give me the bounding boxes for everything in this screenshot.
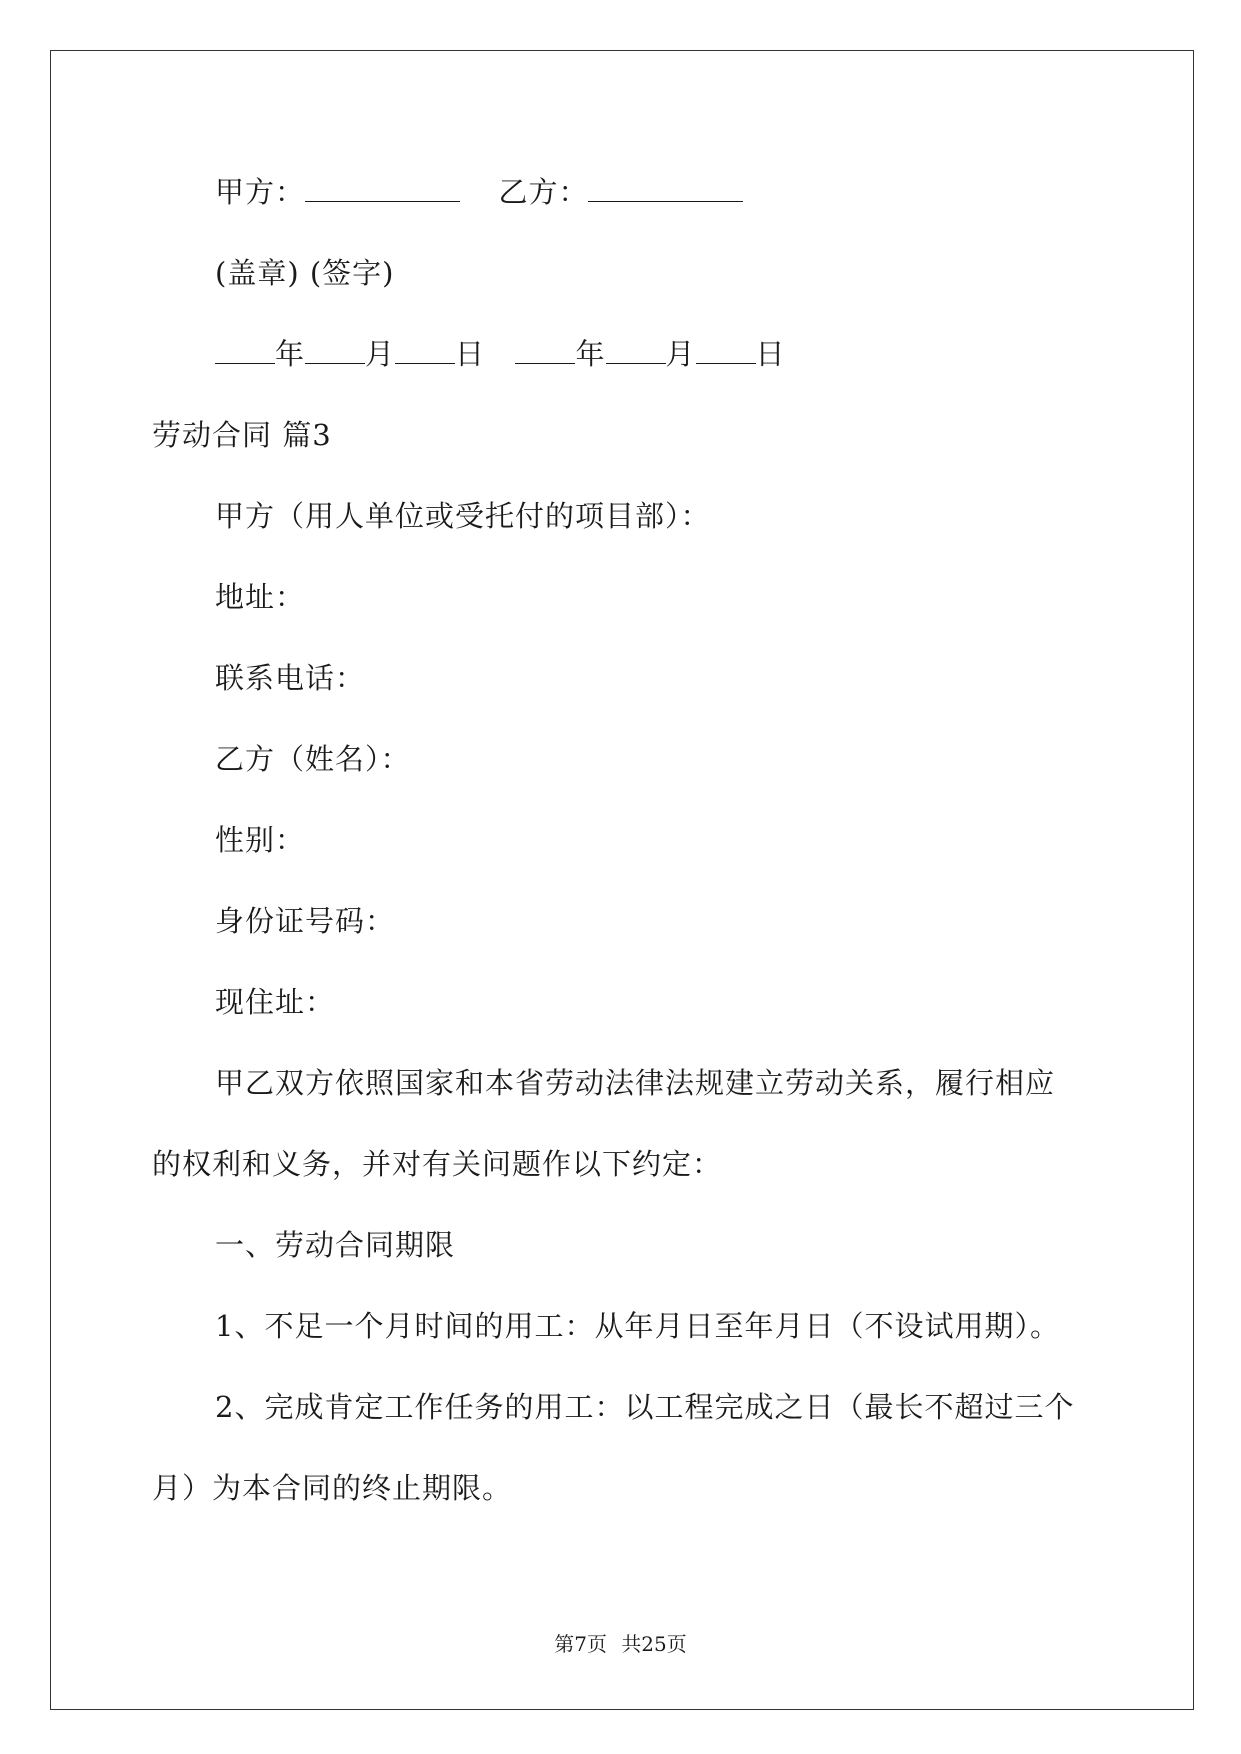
total-pages: 共25页 (621, 1632, 687, 1656)
party-a-label: 甲方： (215, 175, 306, 209)
year-label-b: 年 (575, 337, 606, 371)
field-address: 地址： (215, 580, 306, 614)
section-title: 劳动合同 篇3 (152, 418, 332, 452)
day-blank-a (395, 337, 455, 364)
party-a-blank (305, 175, 460, 202)
field-id-number: 身份证号码： (215, 904, 396, 938)
month-blank-b (606, 337, 666, 364)
day-label-a: 日 (455, 337, 486, 371)
month-label-a: 月 (365, 337, 396, 371)
page-border (50, 50, 1194, 1710)
field-current-address: 现住址： (215, 985, 336, 1019)
day-blank-b (696, 337, 756, 364)
date-line (215, 334, 786, 374)
party-b-blank (588, 175, 743, 202)
page-footer (0, 1632, 1241, 1656)
party-a-header: 甲方（用人单位或受托付的项目部）： (215, 499, 711, 533)
year-blank-b (515, 337, 575, 364)
party-b-label: 乙方： (498, 175, 589, 209)
clause-one-item-1: 1、不足一个月时间的用工：从年月日至年月日（不设试用期）。 (215, 1309, 1060, 1343)
intro-line-1: 甲乙双方依照国家和本省劳动法律法规建立劳动关系，履行相应 (215, 1066, 1056, 1100)
year-label-a: 年 (275, 337, 306, 371)
clause-one-title: 一、劳动合同期限 (215, 1228, 456, 1262)
seal-sign-line: (盖章) (签字) (215, 256, 395, 290)
signature-line (215, 172, 743, 212)
day-label-b: 日 (755, 337, 786, 371)
intro-line-2: 的权利和义务，并对有关问题作以下约定： (152, 1147, 723, 1181)
field-phone: 联系电话： (215, 661, 366, 695)
month-blank-a (305, 337, 365, 364)
month-label-b: 月 (665, 337, 696, 371)
field-gender: 性别： (215, 823, 306, 857)
year-blank-a (215, 337, 275, 364)
clause-one-item-2-line-1: 2、完成肯定工作任务的用工：以工程完成之日（最长不超过三个 (215, 1390, 1075, 1424)
page-number: 第7页 (554, 1632, 607, 1656)
clause-one-item-2-line-2: 月）为本合同的终止期限。 (152, 1471, 513, 1505)
field-party-b-name: 乙方（姓名）： (215, 742, 411, 776)
